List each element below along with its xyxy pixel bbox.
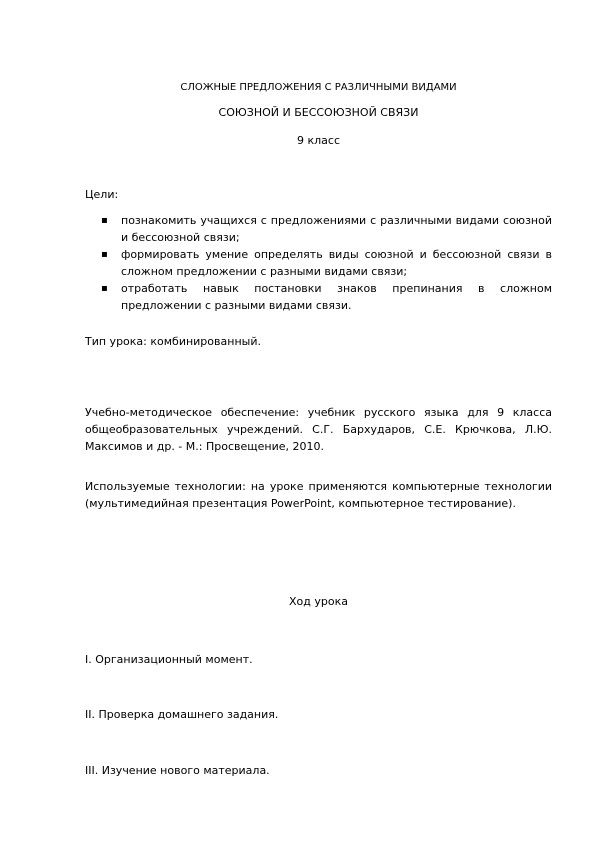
goal-text: отработать навык постановки знаков препинания в сложном предложении с разными видами связи.: [121, 282, 552, 312]
square-bullet-icon: ▪: [101, 283, 108, 294]
lesson-stage-1: I. Организационный момент.: [85, 653, 253, 666]
goal-item: [101, 246, 552, 280]
document-title-line-1: СЛОЖНЫЕ ПРЕДЛОЖЕНИЯ С РАЗЛИЧНЫМИ ВИДАМИ: [180, 82, 457, 93]
technologies-used: Используемые технологии: на уроке применяются компьютерные технологии (мультимедийная презентация PowerPoint, компьютерное тестирование).: [85, 480, 552, 510]
goal-item: [101, 280, 552, 314]
lesson-stage-2: II. Проверка домашнего задания.: [85, 708, 279, 721]
square-bullet-icon: ▪: [101, 215, 108, 226]
goals-heading: Цели:: [85, 188, 119, 201]
goal-text: формировать умение определять виды союзной и бессоюзной связи в сложном предложении с разными видами связи;: [121, 248, 552, 278]
square-bullet-icon: ▪: [101, 249, 108, 260]
goal-item: [101, 212, 552, 246]
lesson-plan-heading: Ход урока: [289, 595, 348, 608]
teaching-materials: Учебно-методическое обеспечение: учебник русского языка для 9 класса общеобразовательных учреждений. С.Г. Бархударов, С.Е. Крючкова, Л.Ю. Максимов и др. - М.: Просвещение, 2010.: [85, 406, 552, 453]
grade-label: 9 класс: [296, 134, 340, 147]
lesson-stage-3: III. Изучение нового материала.: [85, 764, 270, 777]
goal-text: познакомить учащихся с предложениями с различными видами союзной и бессоюзной связи;: [121, 214, 552, 244]
document-title-line-2: СОЮЗНОЙ И БЕССОЮЗНОЙ СВЯЗИ: [218, 106, 419, 119]
goals-list: [101, 212, 552, 314]
lesson-type: Тип урока: комбинированный.: [85, 335, 261, 348]
